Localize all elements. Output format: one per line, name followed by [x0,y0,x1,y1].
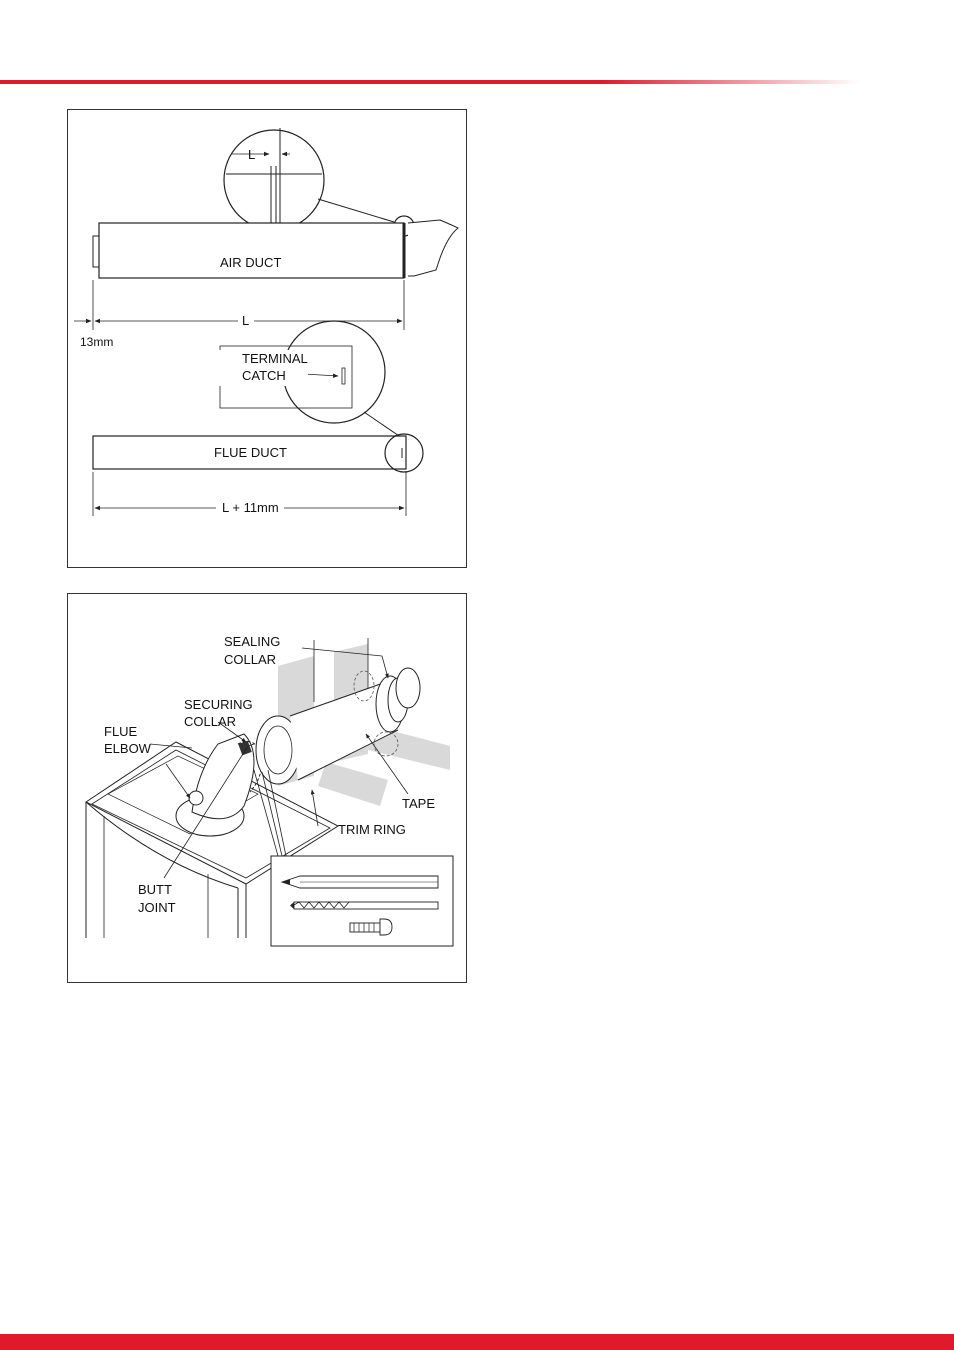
sealing-collar-label-1: SEALING [224,634,281,649]
duct-length-drawing [68,110,466,567]
pencil-icon [282,876,438,888]
butt-joint-label-1: BUTT [138,882,172,897]
trim-ring-label: TRIM RING [338,822,406,837]
securing-collar-label-2: COLLAR [184,714,237,729]
flue-duct-dimension [93,472,406,516]
flue-duct [93,434,423,472]
drill-bit-icon [290,902,438,909]
securing-collar-label-1: SECURING [184,697,253,712]
terminal-catch-label-1: TERMINAL [242,351,308,366]
butt-joint-label-2: JOINT [138,900,176,915]
dim-L-label: L [242,313,250,328]
air-duct [93,220,458,278]
flue-elbow-label-1: FLUE [104,724,138,739]
header-rule [0,80,860,84]
terminal-catch-detail [218,321,402,438]
flue-assembly-diagram [67,593,467,983]
flue-elbow-label-2: ELBOW [104,741,151,756]
magnified-cut-detail [224,128,414,236]
footer-bar [0,1334,954,1350]
terminal-catch-label-2: CATCH [242,368,286,383]
tape-label: TAPE [402,796,435,811]
tools-inset [271,856,453,946]
dim-L-plus-11mm-label: L + 11mm [222,500,279,515]
sealing-collar-label-2: COLLAR [224,652,277,667]
dim-13mm-label: 13mm [80,335,114,349]
flue-assembly-drawing [68,594,466,982]
duct-length-diagram [67,109,467,568]
inset-dim-L: L [248,147,256,162]
flue-duct-label: FLUE DUCT [214,445,287,460]
air-duct-label: AIR DUCT [220,255,282,270]
